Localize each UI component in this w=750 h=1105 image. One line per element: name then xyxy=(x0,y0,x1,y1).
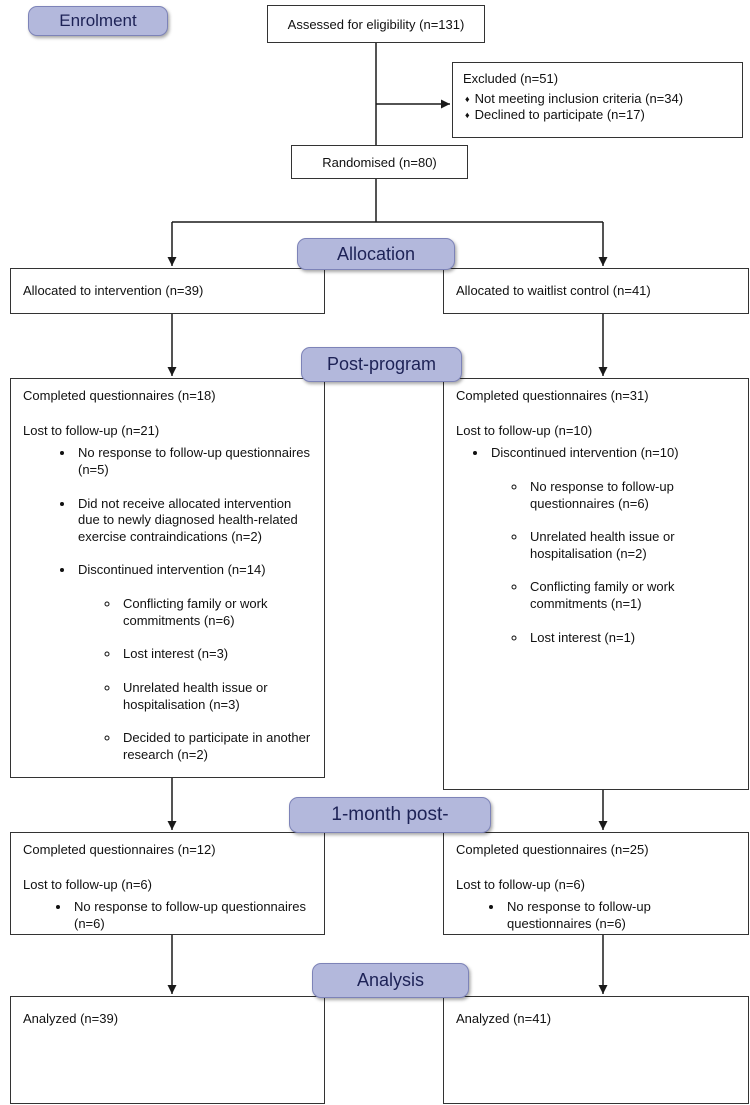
stage-label: Enrolment xyxy=(59,11,137,30)
lost-reason-text: Discontinued intervention (n=10) xyxy=(491,445,679,461)
stage-badge-one-month-post xyxy=(289,797,491,833)
post-program-intervention-box xyxy=(10,378,325,778)
stage-badge-analysis xyxy=(312,963,469,998)
excluded-reasons-list xyxy=(465,91,732,124)
assessed-text: Assessed for eligibility (n=131) xyxy=(287,16,465,32)
lost-reason-item xyxy=(488,445,736,646)
stage-label: Analysis xyxy=(356,970,425,990)
lost-to-followup-text: Lost to follow-up (n=10) xyxy=(456,422,593,438)
discontinued-reason-item: ◦ Conflicting family or work commitments (n=1) xyxy=(527,579,736,612)
allocated-intervention-box xyxy=(10,268,325,314)
stage-label: Post-program xyxy=(326,354,437,374)
analyzed-intervention-box xyxy=(10,996,325,1104)
lost-reason-item: • No response to follow-up questionnaires (n=6) xyxy=(504,899,736,932)
discontinued-reason-item: ◦ Decided to participate in another research (n=2) xyxy=(120,730,312,763)
excluded-title: Excluded (n=51) xyxy=(463,71,559,86)
completed-questionnaires-text: Completed questionnaires (n=12) xyxy=(23,842,216,857)
lost-reason-item: • No response to follow-up questionnaires (n=6) xyxy=(71,899,312,932)
discontinued-reason-item: ◦ Unrelated health issue or hospitalisation (n=2) xyxy=(527,529,736,562)
one-month-intervention-box xyxy=(10,832,325,935)
post-program-control-box xyxy=(443,378,749,790)
lost-reason-item xyxy=(75,562,312,763)
allocated-waitlist-control-text: Allocated to waitlist control (n=41) xyxy=(456,282,651,298)
discontinued-reasons-list xyxy=(491,479,736,646)
discontinued-reasons-list xyxy=(78,596,312,763)
analyzed-text: Analyzed (n=39) xyxy=(23,1011,119,1026)
excluded-reason-item: ♦ Declined to participate (n=17) xyxy=(465,107,732,124)
analyzed-control-box xyxy=(443,996,749,1104)
stage-label: Allocation xyxy=(336,243,416,264)
one-month-control-box xyxy=(443,832,749,935)
lost-to-followup-list xyxy=(23,445,312,763)
randomised-box xyxy=(291,145,468,179)
discontinued-reason-item: ◦ Conflicting family or work commitments (n=6) xyxy=(120,596,312,629)
discontinued-reason-item: ◦ Unrelated health issue or hospitalisation (n=3) xyxy=(120,680,312,713)
completed-questionnaires-text: Completed questionnaires (n=25) xyxy=(456,842,649,857)
analyzed-text: Analyzed (n=41) xyxy=(456,1011,552,1026)
discontinued-reason-item: ◦ No response to follow-up questionnaires (n=6) xyxy=(527,479,736,512)
stage-badge-allocation xyxy=(297,238,455,270)
lost-to-followup-list xyxy=(456,445,736,646)
lost-reason-text: Discontinued intervention (n=14) xyxy=(78,562,266,578)
lost-to-followup-text: Lost to follow-up (n=21) xyxy=(23,422,160,438)
lost-reason-item: • Did not receive allocated intervention due to newly diagnosed health-related exercise contraindications (n=2) xyxy=(75,496,312,546)
lost-to-followup-text: Lost to follow-up (n=6) xyxy=(23,876,152,892)
stage-label: 1-month post- xyxy=(331,804,449,825)
allocated-intervention-text: Allocated to intervention (n=39) xyxy=(23,282,204,298)
discontinued-reason-item: ◦ Lost interest (n=3) xyxy=(120,646,312,663)
completed-questionnaires-text: Completed questionnaires (n=31) xyxy=(456,388,649,403)
lost-to-followup-list xyxy=(23,899,312,932)
lost-to-followup-text: Lost to follow-up (n=6) xyxy=(456,876,585,892)
assessed-for-eligibility-box xyxy=(267,5,485,43)
allocated-waitlist-control-box xyxy=(443,268,749,314)
excluded-reason-item: ♦ Not meeting inclusion criteria (n=34) xyxy=(465,91,732,108)
excluded-box xyxy=(452,62,743,138)
randomised-text: Randomised (n=80) xyxy=(322,154,437,170)
discontinued-reason-item: ◦ Lost interest (n=1) xyxy=(527,630,736,647)
completed-questionnaires-text: Completed questionnaires (n=18) xyxy=(23,388,216,403)
lost-reason-item: • No response to follow-up questionnaires (n=5) xyxy=(75,445,312,478)
stage-badge-post-program xyxy=(301,347,462,382)
stage-badge-enrolment xyxy=(28,6,168,36)
lost-to-followup-list xyxy=(456,899,736,932)
